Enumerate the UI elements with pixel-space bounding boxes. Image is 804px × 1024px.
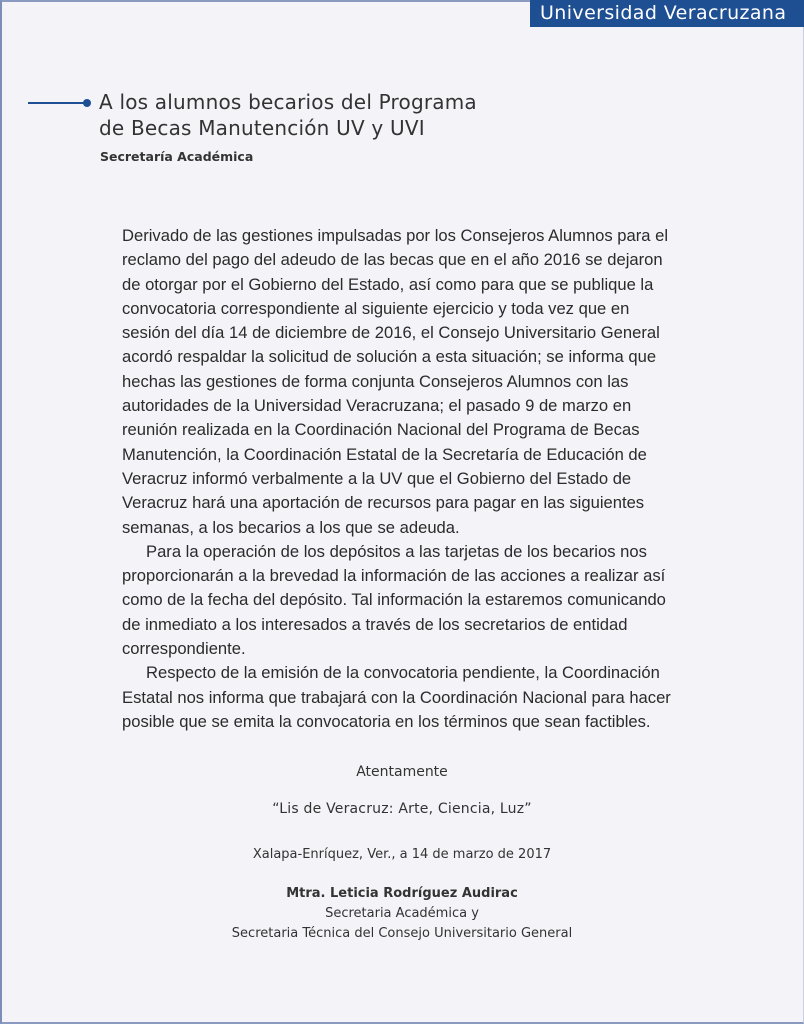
issuing-office: Secretaría Académica [100,149,254,164]
body-line: de otorgar por el Gobierno del Estado, así como para que se publique la [122,274,654,294]
title-line-1: A los alumnos becarios del Programa [99,90,477,114]
body-line: reunión realizada en la Coordinación Nacional del Programa de Becas [122,420,640,440]
body-line: Veracruz hará una aportación de recursos para pagar en las siguientes [122,493,645,513]
body-line: Manutención, la Coordinación Estatal de la Secretaría de Educación de [122,444,647,464]
body-line: de inmediato a los interesados a través de los secretarios de entidad [122,614,628,634]
closing-salutation: Atentamente [356,764,448,780]
body-line: como de la fecha del depósito. Tal información la estaremos comunicando [122,590,666,610]
body-line: autoridades de la Universidad Veracruzana; el pasado 9 de marzo en [122,396,632,416]
body-line: acordó respaldar la solicitud de solución a esta situación; se informa que [122,347,657,367]
body-line: Respecto de la emisión de la convocatoria pendiente, la Coordinación [146,663,660,683]
page-title [99,89,559,141]
bullet-dot-icon [83,99,91,107]
body-line: sesión del día 14 de diciembre de 2016, el Consejo Universitario General [122,323,660,343]
body-line: convocatoria correspondiente al siguiente ejercicio y toda vez que en [122,298,630,318]
body-line: Estatal nos informa que trabajará con la Coordinación Nacional para hacer [122,687,671,707]
title-decorative-rule [28,102,86,104]
body-line: semanas, a los becarios a los que se adeuda. [122,517,460,537]
body-line: Veracruz informó verbalmente a la UV que el Gobierno del Estado de [122,468,632,488]
body-line: correspondiente. [122,639,246,659]
body-line: posible que se emita la convocatoria en los términos que sean factibles. [122,711,651,731]
body-line: reclamo del pago del adeudo de las becas que en el año 2016 se dejaron [122,250,663,270]
body-line: Derivado de las gestiones impulsadas por los Consejeros Alumnos para el [122,226,669,245]
body-line: hechas las gestiones de forma conjunta Consejeros Alumnos con las [122,371,629,391]
university-motto: “Lis de Veracruz: Arte, Ciencia, Luz” [272,801,532,817]
university-banner: Universidad Veracruzana [530,0,804,27]
signer-title-line-1: Secretaria Académica y [325,906,479,921]
body-line: Para la operación de los depósitos a las tarjetas de los becarios nos [146,541,647,561]
place-and-date: Xalapa-Enríquez, Ver., a 14 de marzo de 2017 [252,847,552,862]
signer-title-line-2: Secretaria Técnica del Consejo Universitario General [231,926,573,941]
body-line: proporcionarán a la brevedad la información de las acciones a realizar así [122,566,666,586]
announcement-body [122,224,702,734]
title-line-2: de Becas Manutención UV y UVI [99,116,425,140]
signer-name: Mtra. Leticia Rodríguez Audirac [286,886,518,901]
